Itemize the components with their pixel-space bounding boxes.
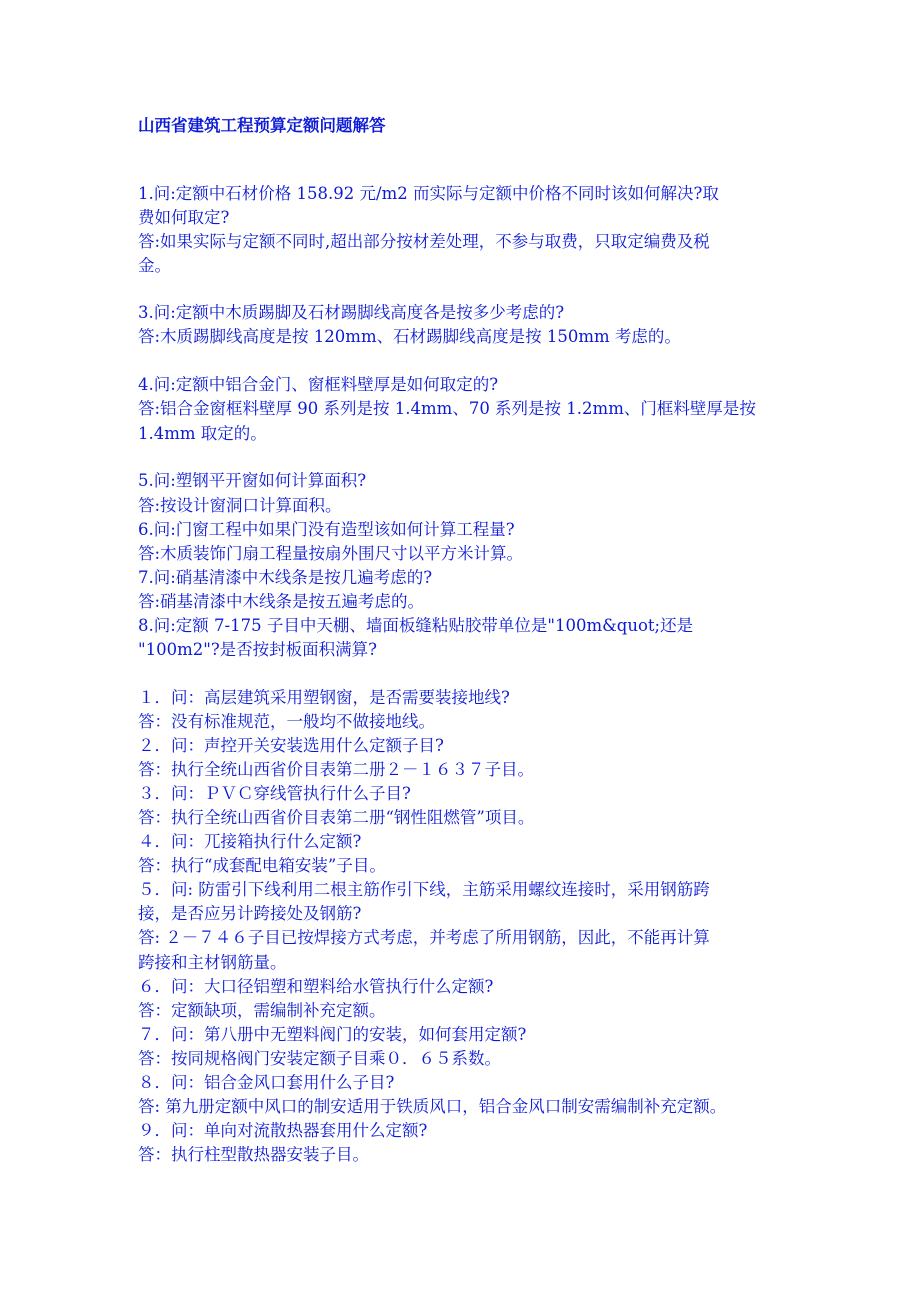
answer-line: 答: 第九册定额中风口的制安适用于铁质风口，铝合金风口制安需编制补充定额。: [138, 1097, 727, 1116]
question-line: ６．问：大口径铝塑和塑料给水管执行什么定额?: [138, 977, 494, 996]
question-line: ４．问：兀接箱执行什么定额?: [138, 832, 362, 851]
question-line: 接，是否应另计跨接处及钢筋?: [138, 904, 362, 923]
answer-line: 答:木质踢脚线高度是按 120mm、石材踢脚线高度是按 150mm 考虑的。: [138, 327, 681, 346]
question-line: 6.问:门窗工程中如果门没有造型该如何计算工程量?: [138, 520, 515, 539]
question-line: 费如何取定?: [138, 208, 230, 227]
question-line: 8.问:定额 7-175 子目中天棚、墙面板缝粘贴胶带单位是"100m&quot;还是: [138, 616, 694, 635]
question-line: ５．问: 防雷引下线利用二根主筋作引下线，主筋采用螺纹连接时，采用钢筋跨: [138, 880, 710, 899]
question-line: ３．问：ＰＶＣ穿线管执行什么子目?: [138, 784, 411, 803]
answer-line: 答：执行全统山西省价目表第二册２－１６３７子目。: [138, 760, 534, 779]
answer-line: 答：按同规格阀门安装定额子目乘０．６５系数。: [138, 1049, 501, 1068]
question-line: 4.问:定额中铝合金门、窗框料壁厚是如何取定的?: [138, 375, 499, 394]
answer-line: 跨接和主材钢筋量。: [138, 953, 287, 972]
question-line: ７．问：第八册中无塑料阀门的安装，如何套用定额?: [138, 1025, 527, 1044]
document-title: 山西省建筑工程预算定额问题解答: [138, 116, 386, 135]
answer-line: 1.4mm 取定的。: [138, 424, 267, 443]
question-line: "100m2"?是否按封板面积满算?: [138, 640, 378, 659]
answer-line: 答：执行全统山西省价目表第二册“钢性阻燃管”项目。: [138, 808, 535, 827]
answer-line: 答：执行柱型散热器安装子目。: [138, 1145, 369, 1164]
question-line: １．问：高层建筑采用塑钢窗，是否需要装接地线?: [138, 688, 510, 707]
question-line: ９．问：单向对流散热器套用什么定额?: [138, 1121, 428, 1140]
question-line: 3.问:定额中木质踢脚及石材踢脚线高度各是按多少考虑的?: [138, 303, 565, 322]
answer-line: 答:木质装饰门扇工程量按扇外围尺寸以平方米计算。: [138, 544, 524, 563]
question-line: 1.问:定额中石材价格 158.92 元/m2 而实际与定额中价格不同时该如何解决?取: [138, 184, 719, 203]
question-line: ８．问：铝合金风口套用什么子目?: [138, 1073, 395, 1092]
question-line: 5.问:塑钢平开窗如何计算面积?: [138, 471, 367, 490]
answer-line: 答：定额缺项，需编制补充定额。: [138, 1001, 386, 1020]
answer-line: 答:按设计窗洞口计算面积。: [138, 496, 342, 515]
answer-line: 答: ２－７４６子目已按焊接方式考虑，并考虑了所用钢筋，因此，不能再计算: [138, 928, 710, 947]
answer-line: 答：没有标准规范，一般均不做接地线。: [138, 712, 435, 731]
question-line: 7.问:硝基清漆中木线条是按几遍考虑的?: [138, 568, 433, 587]
answer-line: 答:如果实际与定额不同时,超出部分按材差处理，不参与取费，只取定编费及税: [138, 232, 710, 251]
answer-line: 答:铝合金窗框料壁厚 90 系列是按 1.4mm、70 系列是按 1.2mm、门框料壁厚是按: [138, 399, 756, 418]
answer-line: 答：执行“成套配电箱安装”子目。: [138, 856, 386, 875]
answer-line: 金。: [138, 256, 171, 275]
question-line: ２．问：声控开关安装选用什么定额子目?: [138, 736, 444, 755]
answer-line: 答:硝基清漆中木线条是按五遍考虑的。: [138, 592, 425, 611]
